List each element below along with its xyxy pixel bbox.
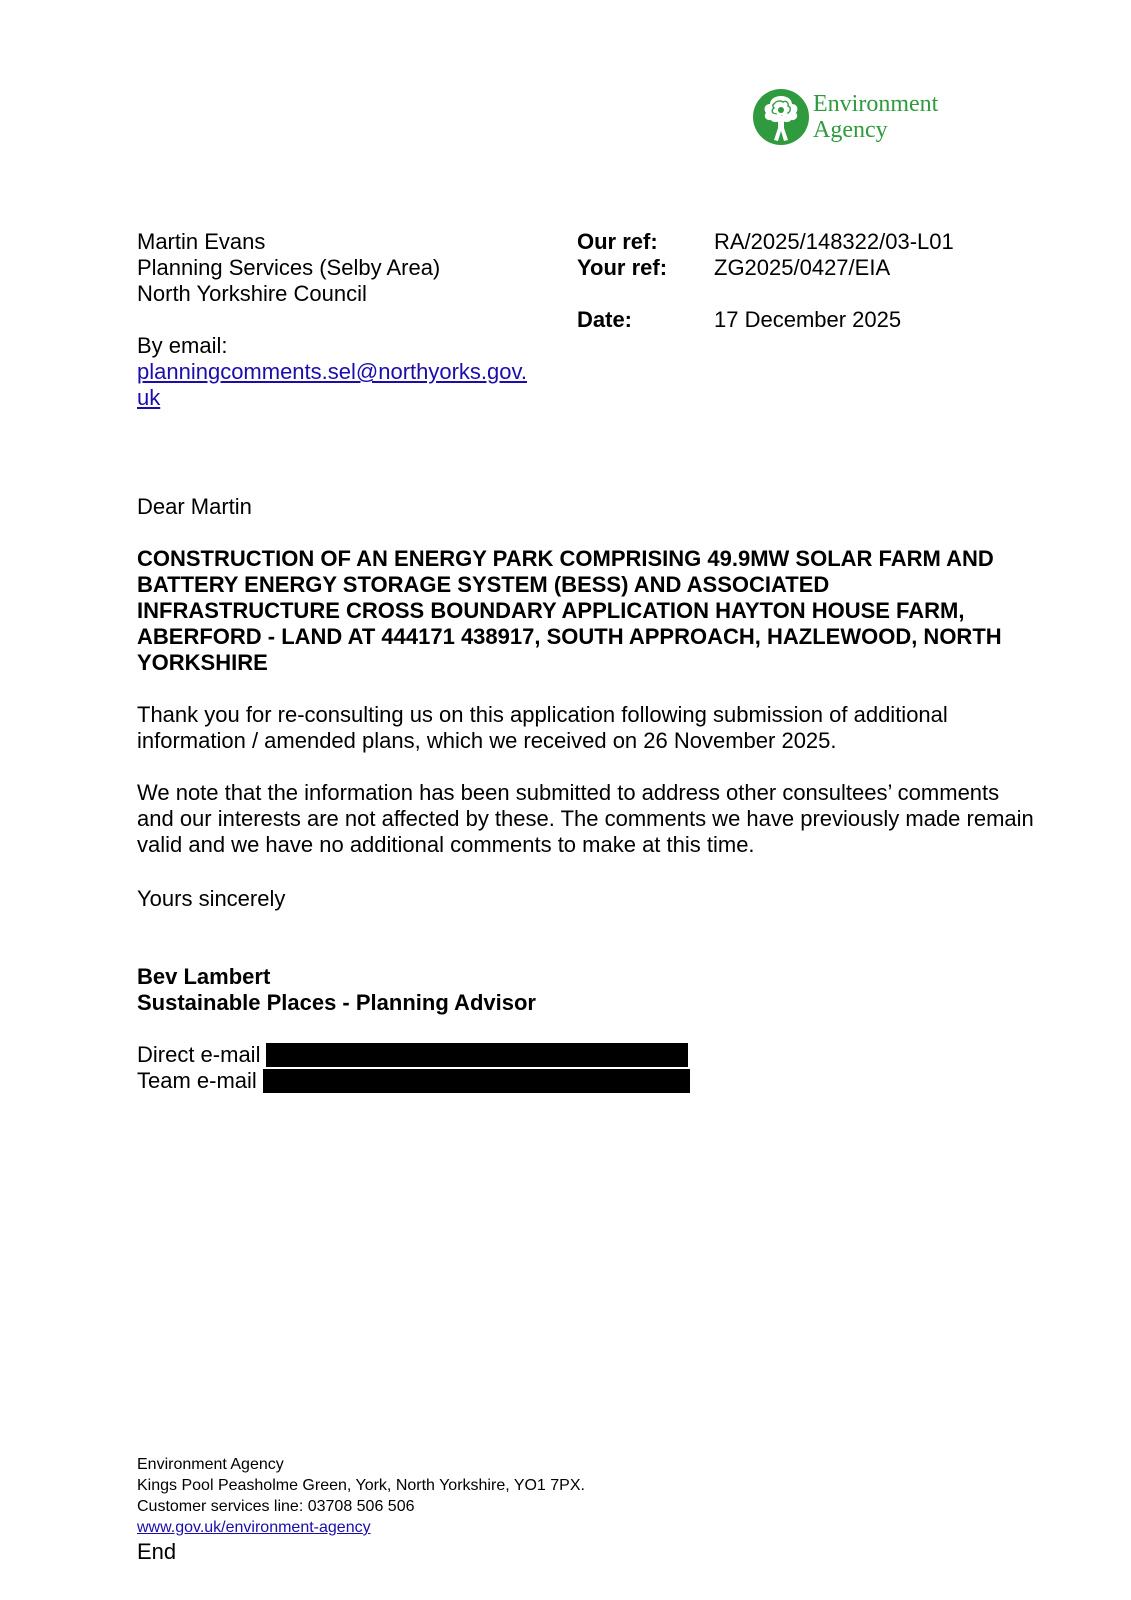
recipient-name: Martin Evans — [137, 229, 266, 254]
logo-wordmark — [813, 91, 938, 143]
signatory-name: Bev Lambert — [137, 964, 271, 989]
your-ref-row — [577, 255, 954, 281]
signatory-title: Sustainable Places - Planning Advisor — [137, 990, 536, 1015]
recipient-organisation: North Yorkshire Council — [137, 281, 367, 306]
spacer — [137, 307, 527, 333]
team-email-label: Team e-mail — [137, 1068, 257, 1093]
your-ref-label: Your ref: — [577, 255, 668, 280]
spacer — [577, 281, 954, 307]
email-line-1: planningcomments.sel@northyorks.gov. — [137, 359, 527, 384]
contact-block — [137, 1042, 690, 1094]
your-ref-value: ZG2025/0427/EIA — [714, 255, 891, 280]
reference-block — [577, 229, 954, 333]
paragraph-2: We note that the information has been submitted to address other consultees’ comments and our interests are not affected by these. The comments we have previously made remain valid and we have no additional comments to make at this time. — [137, 780, 1034, 857]
redaction-bar — [263, 1069, 690, 1093]
date-value: 17 December 2025 — [714, 307, 902, 332]
recipient-department: Planning Services (Selby Area) — [137, 255, 441, 280]
signature-block — [137, 964, 536, 1016]
direct-email-label: Direct e-mail — [137, 1042, 261, 1067]
footer-address: Kings Pool Peasholme Green, York, North Yorkshire, YO1 7PX. — [137, 1477, 585, 1494]
footer-org: Environment Agency — [137, 1456, 284, 1473]
footer-website-link[interactable]: www.gov.uk/environment-agency — [137, 1519, 371, 1536]
end-marker: End — [137, 1539, 177, 1564]
footer-phone: Customer services line: 03708 506 506 — [137, 1498, 415, 1515]
date-row — [577, 307, 954, 333]
direct-email-row — [137, 1042, 690, 1068]
footer — [137, 1454, 585, 1538]
salutation: Dear Martin — [137, 494, 252, 519]
our-ref-row — [577, 229, 954, 255]
our-ref-label: Our ref: — [577, 229, 658, 254]
by-email-label: By email: — [137, 333, 228, 358]
email-line-2: uk — [137, 385, 161, 410]
recipient-address — [137, 229, 527, 411]
redaction-bar — [266, 1043, 688, 1067]
paragraph-1: Thank you for re-consulting us on this application following submission of additional information / amended plans, which we received on 26 November 2025. — [137, 702, 948, 753]
team-email-row — [137, 1068, 690, 1094]
environment-agency-logo — [752, 88, 962, 150]
date-label: Date: — [577, 307, 633, 332]
subject-heading: CONSTRUCTION OF AN ENERGY PARK COMPRISING 49.9MW SOLAR FARM AND BATTERY ENERGY STORAGE SYSTEM (BESS) AND ASSOCIATED INFRASTRUCTURE CROSS BOUNDARY APPLICATION HAYTON HOUSE FARM, ABERFORD - LAND AT 444171 438917, SOUTH APPROACH, HAZLEWOOD, NORTH YORKSHIRE — [137, 546, 1002, 675]
our-ref-value: RA/2025/148322/03-L01 — [714, 229, 954, 254]
logo-text-line1: Environment — [813, 91, 939, 117]
logo-text-line2: Agency — [813, 117, 888, 143]
recipient-email-link[interactable] — [137, 359, 527, 411]
tree-figure-logo-icon — [752, 88, 810, 146]
closing: Yours sincerely — [137, 886, 286, 911]
